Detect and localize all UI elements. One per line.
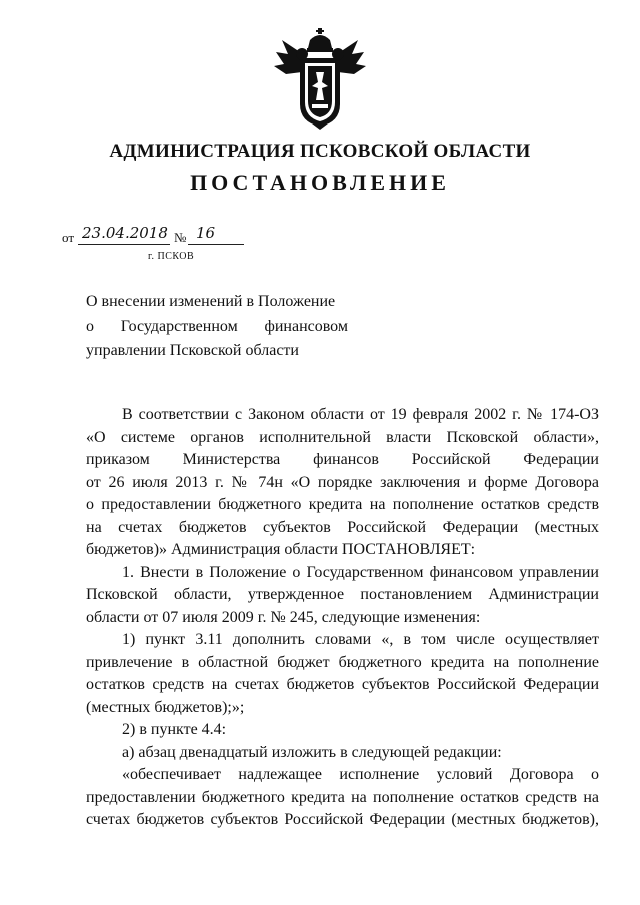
city-label: г. ПСКОВ: [148, 251, 195, 262]
body-line: В соответствии с Законом области от 19 февраля 2002 г. № 174-ОЗ: [122, 406, 599, 423]
body-line: счетах бюджетов субъектов Российской Федерации (местных бюджетов),: [86, 811, 599, 828]
document-type-title: ПОСТАНОВЛЕНИЕ: [190, 170, 450, 195]
body-line: «О системе органов исполнительной власти Псковской области»,: [86, 428, 599, 446]
body-line: Псковской области, утвержденное постановлением Администрации: [86, 586, 599, 603]
document-date: 23.04.2018: [82, 224, 168, 242]
body-line: 1) пункт 3.11 дополнить словами «, в том числе осуществляет: [122, 631, 599, 648]
body-line: области от 07 июля 2009 г. № 245, следующие изменения:: [86, 608, 481, 626]
body-line: (местных бюджетов);»;: [86, 698, 245, 716]
document-number: 16: [196, 224, 216, 242]
subject-line: о Государственном финансовом: [86, 317, 348, 335]
body-line: на счетах бюджетов субъектов Российской Федерации (местных: [86, 518, 599, 536]
body-line: «обеспечивает надлежащее исполнение условий Договора о: [122, 766, 599, 783]
body-line: от 26 июля 2013 г. № 74н «О порядке заключения и форме Договора: [86, 473, 599, 491]
date-prefix: от: [62, 230, 75, 245]
body-text: [86, 404, 599, 832]
body-line: предоставлении бюджетного кредита на пополнение остатков средств на: [86, 788, 599, 806]
body-line: привлечение в областной бюджет бюджетного кредита на пополнение: [86, 653, 599, 671]
registration-line: [62, 224, 262, 246]
body-line: 2) в пункте 4.4:: [122, 721, 227, 738]
subject-line: управлении Псковской области: [86, 342, 299, 359]
body-line: а) абзац двенадцатый изложить в следующей редакции:: [122, 743, 502, 761]
body-line: бюджетов)» Администрация области ПОСТАНОВЛЯЕТ:: [86, 541, 476, 558]
body-line: 1. Внести в Положение о Государственном финансовом управлении: [122, 563, 599, 581]
coat-of-arms-icon: [272, 26, 368, 130]
subject-block: [86, 290, 348, 364]
organization-title: АДМИНИСТРАЦИЯ ПСКОВСКОЙ ОБЛАСТИ: [109, 141, 531, 162]
body-line: о предоставлении бюджетного кредита на пополнение остатков средств: [86, 496, 599, 513]
body-line: приказом Министерства финансов Российской Федерации: [86, 451, 599, 468]
date-underline: [78, 244, 170, 245]
number-underline: [188, 244, 244, 245]
body-line: остатков средств на счетах бюджетов субъектов Российской Федерации: [86, 676, 599, 693]
number-prefix: №: [174, 230, 187, 245]
subject-line: О внесении изменений в Положение: [86, 293, 336, 310]
